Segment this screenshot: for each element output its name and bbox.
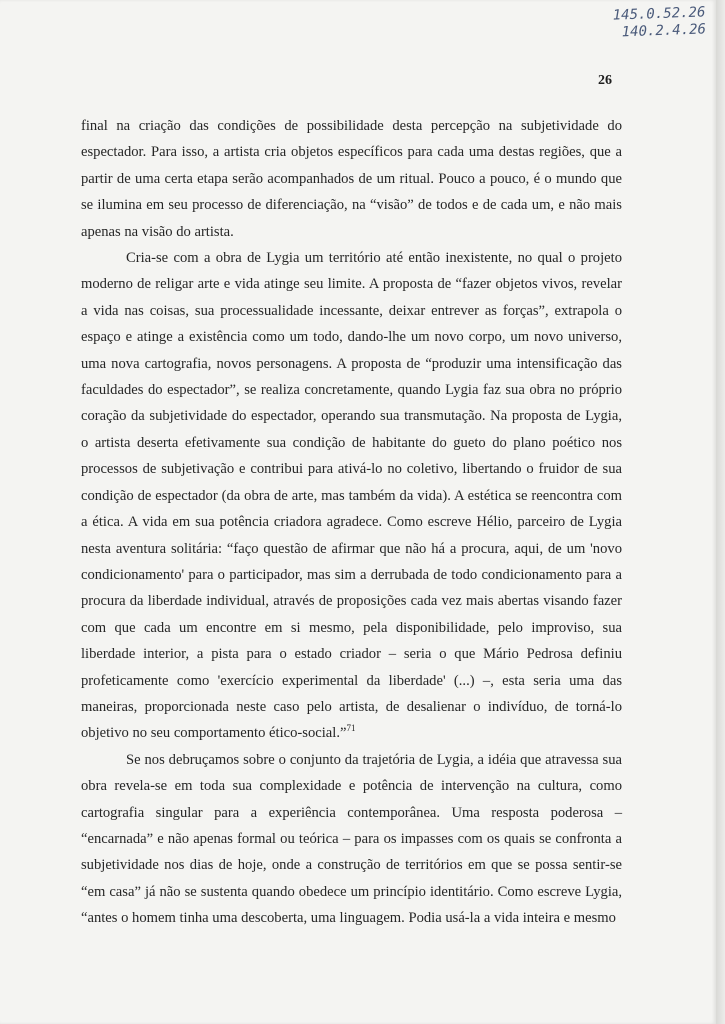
footnote-reference[interactable]: 71 [346, 723, 356, 734]
page-edge [716, 0, 725, 1024]
paragraph-2-text: Cria-se com a obra de Lygia um território até então inexistente, no qual o projeto moderno de religar arte e vida atinge seu limite. A proposta de “fazer objetos vivos, revelar a vida nas coisas, sua processualidade incessante, deixar entrever as forças”, extrapola o espaço e atinge a existência como um todo, dando-lhe um novo corpo, um novo universo, uma nova cartografia, novos personagens. A proposta de “produzir uma intensificação das faculdades do espectador”, se realiza concretamente, quando Lygia faz sua obra no próprio coração da subjetividade do espectador, operando sua transmutação. Na proposta de Lygia, o artista deserta efetivamente sua condição de habitante do gueto do plano poético nos processos de subjetivação e contribui para ativá-lo no coletivo, libertando o fruidor de sua condição de espectador (da obra de arte, mas também da vida). A estética se reencontra com a ética. A vida em sua potência criadora agradece. Como escreve Hélio, parceiro de Lygia nesta aventura solitária: “faço questão de afirmar que não há a procura, aqui, de um 'novo condicionamento' para o participador, mas sim a derrubada de todo condicionamento para a procura da liberdade individual, através de proposições cada vez mais abertas visando fazer com que cada um encontre em si mesmo, pela disponibilidade, pelo improviso, sua liberdade interior, a pista para o estado criador – seria o que Mário Pedrosa definiu profeticamente como 'exercício experimental da liberdade' (...) –, esta seria uma das maneiras, proporcionada neste caso pelo artista, de desalienar o indivíduo, de torná-lo objetivo no seu comportamento ético-social.” [81, 250, 622, 742]
paragraph-2 [81, 245, 622, 747]
handwritten-annotation [613, 4, 707, 41]
handwritten-note-line-2: 140.2.4.26 [621, 21, 707, 41]
paragraph-3: Se nos debruçamos sobre o conjunto da trajetória de Lygia, a idéia que atravessa sua obra revela-se em toda sua complexidade e potência de intervenção na cultura, como cartografia singular para a experiência contemporânea. Uma resposta poderosa – “encarnada” e não apenas formal ou teórica – para os impasses com os quais se confronta a subjetividade nos dias de hoje, onde a construção de territórios em que se possa sentir-se “em casa” já não se sustenta quando obedece um princípio identitário. Como escreve Lygia, “antes o homem tinha uma descoberta, uma linguagem. Podia usá-la a vida inteira e mesmo [81, 751, 622, 927]
body-text [81, 113, 622, 932]
page-number: 26 [598, 73, 612, 88]
handwritten-note-line-1: 145.0.52.26 [612, 4, 706, 24]
paragraph-1: final na criação das condições de possibilidade desta percepção na subjetividade do espectador. Para isso, a artista cria objetos específicos para cada uma destas regiões, que a partir de uma certa etapa serão acompanhados de um ritual. Pouco a pouco, é o mundo que se ilumina em seu processo de diferenciação, na “visão” de todos e de cada um, e não mais apenas na visão do artista. [81, 118, 622, 240]
